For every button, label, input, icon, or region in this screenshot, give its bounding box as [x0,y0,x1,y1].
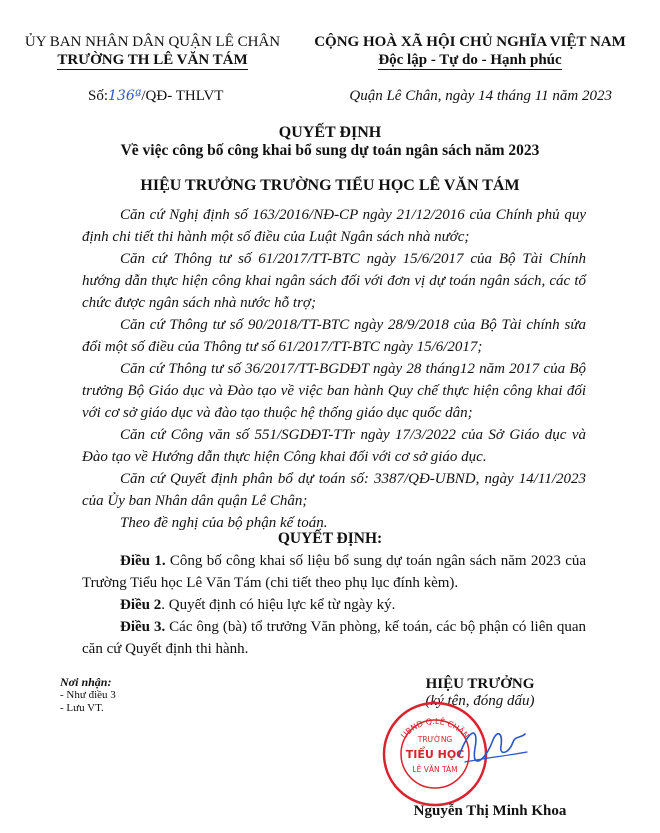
agency-line-1: ỦY BAN NHÂN DÂN QUẬN LÊ CHÂN [24,34,281,50]
ground-item: Căn cứ Quyết định phân bổ dự toán số: 3387/QĐ-UBND, ngày 14/11/2023 của Ủy ban Nhân dân quận Lê Chân; [82,471,586,509]
article-2 [82,594,586,616]
ground-item: Căn cứ Thông tư số 90/2018/TT-BTC ngày 28/9/2018 của Bộ Tài chính sửa đổi một số điều của Thông tư số 61/2017/TT-BTC ngày 15/6/2017; [82,317,586,355]
place-date: Quận Lê Chân, ngày 14 tháng 11 năm 2023 [349,88,612,104]
ground-item: Theo đề nghị của bộ phận kế toán. [120,515,328,531]
signer-name: Nguyễn Thị Minh Khoa [413,803,567,819]
recipient-item: - Lưu VT. [60,702,104,714]
issuing-authority: HIỆU TRƯỞNG TRƯỜNG TIỂU HỌC LÊ VĂN TÁM [140,177,520,194]
recipients [60,676,116,715]
nation-line-1: CỘNG HOÀ XÃ HỘI CHỦ NGHĨA VIỆT NAM [314,34,626,50]
article-text: . Quyết định có hiệu lực kể từ ngày ký. [161,597,396,613]
ground-item: Căn cứ Công văn số 551/SGDĐT-TTr ngày 17/3/2022 của Sở Giáo dục và Đào tạo về Hướng dẫn thực hiện Công khai đối với cơ sở giáo dục. [82,427,586,465]
doc-number-suffix: /QĐ- THLVT [141,88,224,104]
signature-note: (ký tên, đóng dấu) [425,693,535,709]
article-label: Điều 3. [120,619,166,635]
seal-center-main: TIỂU HỌC [405,748,465,761]
national-motto [300,33,640,70]
handwritten-signature-icon [455,718,530,768]
article-label: Điều 1. [120,553,166,569]
ground-item: Căn cứ Nghị định số 163/2016/NĐ-CP ngày 21/12/2016 của Chính phủ quy định chi tiết thi hành một số điều của Luật Ngân sách nhà nước; [82,207,586,245]
article-3 [82,616,586,660]
article-text: Công bố công khai số liệu bổ sung dự toán ngân sách năm 2023 của Trường Tiểu học Lê Văn Tám (chi tiết theo phụ lục đính kèm). [82,553,587,591]
document-title: QUYẾT ĐỊNH [278,124,382,141]
article-text: Các ông (bà) tổ trưởng Văn phòng, kế toán, các bộ phận có liên quan căn cứ Quyết định thi hành. [82,619,586,657]
agency-line-2: TRƯỜNG TH LÊ VĂN TÁM [57,52,248,68]
seal-center-top: TRƯỜNG [417,735,453,744]
recipient-item: - Như điều 3 [60,689,116,701]
signer-role: HIỆU TRƯỞNG [425,676,535,692]
article-1 [82,550,586,594]
recipients-title: Nơi nhận: [60,675,112,689]
article-label: Điều 2 [120,597,162,613]
ground-item: Căn cứ Thông tư số 36/2017/TT-BGDĐT ngày 28 tháng12 năm 2017 của Bộ trưởng Bộ Giáo dục và Đào tạo về việc ban hành Quy chế thực hiện công khai đối với cơ sở giáo dục và đào tạo thuộc hệ thống giáo dục quốc dân; [82,361,586,421]
articles [82,550,586,660]
seal-center-bottom: LÊ VĂN TÁM [412,765,458,774]
ground-item: Căn cứ Thông tư số 61/2017/TT-BTC ngày 15/6/2017 của Bộ Tài Chính hướng dẫn thực hiện công khai ngân sách đối với đơn vị dự toán ngân sách, các tổ chức được ngân sách nhà nước hỗ trợ; [82,251,586,311]
nation-line-2: Độc lập - Tự do - Hạnh phúc [378,52,562,68]
doc-number-prefix: Số: [88,88,109,104]
doc-number-handwritten: 136ª [108,88,142,104]
document-number [88,88,223,105]
decision-heading: QUYẾT ĐỊNH: [277,530,383,547]
issuing-agency [10,33,295,70]
seal-ring-text: UBND Q.LÊ CHÂN [399,716,471,741]
document-subtitle: Về việc công bố công khai bổ sung dự toán ngân sách năm 2023 [120,142,540,159]
legal-grounds [82,204,586,534]
